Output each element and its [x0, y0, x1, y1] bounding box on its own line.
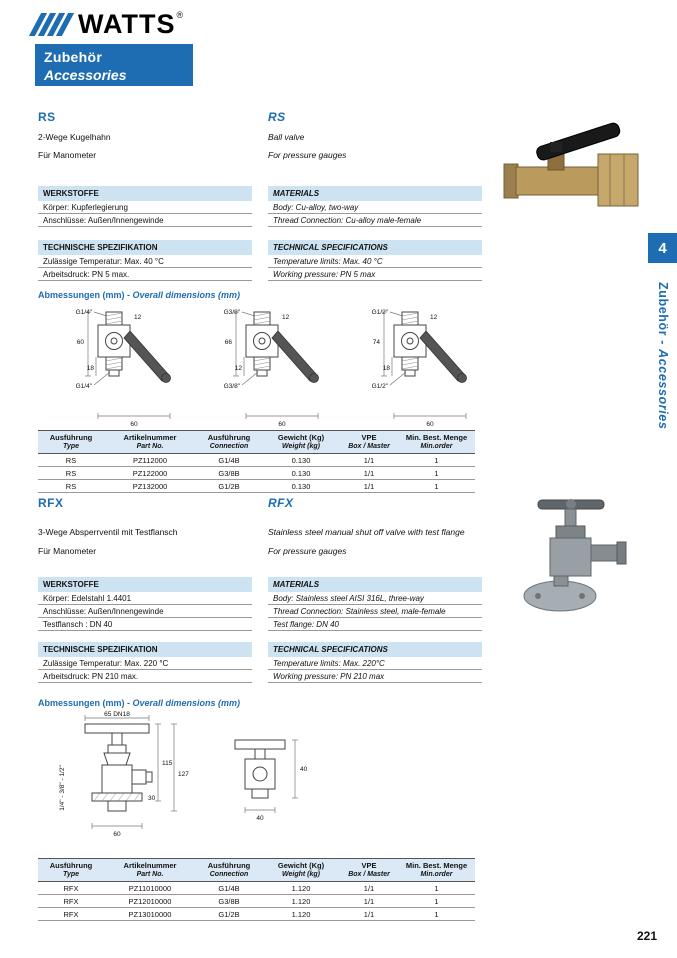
- spec-row: Thread Connection: Stainless steel, male-female: [268, 605, 482, 618]
- part-cell: G1/4B: [196, 454, 262, 467]
- rfx-desc-en-2: For pressure gauges: [268, 546, 347, 556]
- col-header: Ausführung Type: [38, 859, 104, 882]
- spec-row: Anschlüsse: Außen/Innengewinde: [38, 214, 252, 227]
- chapter-tab-number: 4: [648, 233, 677, 263]
- dims-label-de: Abmessungen (mm): [38, 290, 125, 300]
- dim-height: 66: [224, 339, 232, 346]
- part-cell: 1: [398, 480, 475, 493]
- dim-label-top: G3/8": [223, 309, 240, 316]
- part-cell: 0.130: [262, 467, 340, 480]
- table-row: [38, 882, 475, 895]
- part-cell: G3/8B: [196, 467, 262, 480]
- part-cell: PZ112000: [104, 454, 196, 467]
- rfx-dimensions-label: [38, 698, 240, 708]
- spec-row: Anschlüsse: Außen/Innengewinde: [38, 605, 252, 618]
- col-header: VPE Box / Master: [340, 431, 398, 454]
- part-cell: 1: [398, 882, 475, 895]
- rs-materials-header: MATERIALS: [268, 186, 482, 201]
- rs-werkstoffe-block: [38, 186, 252, 227]
- rfx-product-photo: [498, 492, 646, 630]
- dim-label-bottom: G3/8": [223, 383, 240, 390]
- dim-label-bottom: G1/4": [75, 383, 92, 390]
- dim-label-top: G1/4": [75, 309, 92, 316]
- rfx-title-en: RFX: [268, 496, 294, 510]
- part-cell: 1/1: [340, 467, 398, 480]
- spec-row: Arbeitsdruck: PN 5 max.: [38, 268, 252, 281]
- part-cell: RFX: [38, 895, 104, 908]
- part-cell: 1/1: [340, 895, 398, 908]
- spec-row: Temperature limits: Max. 40 °C: [268, 255, 482, 268]
- spec-row: Testflansch : DN 40: [38, 618, 252, 631]
- rs-tech-de-block: [38, 240, 252, 281]
- logo-stripes-icon: [35, 13, 71, 36]
- dims-label-sep: -: [124, 698, 133, 708]
- spec-row: Temperature limits: Max. 220°C: [268, 657, 482, 670]
- chapter-vertical-label: [656, 282, 670, 429]
- watts-logo: [35, 9, 183, 39]
- part-cell: RFX: [38, 882, 104, 895]
- spec-row: Arbeitsdruck: PN 210 max.: [38, 670, 252, 683]
- rfx-dimension-drawing: [50, 710, 350, 855]
- part-cell: 1/1: [340, 908, 398, 921]
- dim-side-height: 40: [300, 766, 308, 773]
- dims-label-de: Abmessungen (mm): [38, 698, 125, 708]
- part-cell: 1: [398, 454, 475, 467]
- part-cell: 1/1: [340, 480, 398, 493]
- rfx-werkstoffe-header: WERKSTOFFE: [38, 577, 252, 592]
- dim-lower: 18: [86, 365, 94, 372]
- spec-row: Körper: Kupferlegierung: [38, 201, 252, 214]
- page-banner: [35, 44, 193, 86]
- rfx-title-de: RFX: [38, 496, 64, 510]
- spec-row: Zulässige Temperatur: Max. 220 °C: [38, 657, 252, 670]
- dim-height: 60: [76, 339, 84, 346]
- spec-row: Body: Cu-alloy, two-way: [268, 201, 482, 214]
- part-cell: PZ122000: [104, 467, 196, 480]
- table-header-row: [38, 431, 475, 454]
- col-header: Min. Best. Menge Min.order: [398, 431, 475, 454]
- dim-small: 12: [282, 314, 290, 321]
- part-cell: PZ132000: [104, 480, 196, 493]
- spec-row: Thread Connection: Cu-alloy male-female: [268, 214, 482, 227]
- part-cell: 1: [398, 467, 475, 480]
- table-row: [38, 467, 475, 480]
- rs-tech-de-header: TECHNISCHE SPEZIFIKATION: [38, 240, 252, 255]
- rs-tech-en-block: [268, 240, 482, 281]
- col-header: Gewicht (Kg) Weight (kg): [262, 431, 340, 454]
- rs-title-de: RS: [38, 110, 56, 124]
- dim-thread-sizes: 1/4" - 3/8" - 1/2": [59, 765, 66, 811]
- part-cell: RS: [38, 480, 104, 493]
- rfx-tech-en-block: [268, 642, 482, 683]
- rs-materials-block: [268, 186, 482, 227]
- dim-label-top: G1/2": [371, 309, 388, 316]
- banner-title-en: Accessories: [44, 67, 127, 83]
- part-cell: RS: [38, 454, 104, 467]
- part-cell: 1: [398, 895, 475, 908]
- part-cell: PZ12010000: [104, 895, 196, 908]
- dim-height: 74: [372, 339, 380, 346]
- dims-label-en: Overall dimensions (mm): [132, 290, 241, 300]
- spec-row: Körper: Edelstahl 1.4401: [38, 592, 252, 605]
- part-cell: RFX: [38, 908, 104, 921]
- table-row: [38, 454, 475, 467]
- part-cell: 1/1: [340, 454, 398, 467]
- table-header-row: [38, 859, 475, 882]
- chapter-label-sep: -: [656, 336, 670, 350]
- dim-width: 60: [130, 421, 138, 428]
- rfx-desc-en-1: Stainless steel manual shut off valve with test flange: [268, 527, 465, 537]
- page-number: 221: [636, 929, 657, 943]
- dim-right-1: 115: [162, 760, 173, 767]
- part-cell: 1.120: [262, 882, 340, 895]
- part-cell: 0.130: [262, 454, 340, 467]
- dim-label-bottom: G1/2": [371, 383, 388, 390]
- part-cell: 1.120: [262, 895, 340, 908]
- rs-desc-en-1: Ball valve: [268, 132, 305, 142]
- part-cell: G1/2B: [196, 480, 262, 493]
- rfx-tech-en-header: TECHNICAL SPECIFICATIONS: [268, 642, 482, 657]
- rfx-tech-de-header: TECHNISCHE SPEZIFIKATION: [38, 642, 252, 657]
- rfx-desc-de-1: 3-Wege Absperrventil mit Testflansch: [38, 527, 178, 537]
- part-cell: 1/1: [340, 882, 398, 895]
- rfx-materials-block: [268, 577, 482, 631]
- banner-title-de: Zubehör: [44, 49, 103, 65]
- col-header: Min. Best. Menge Min.order: [398, 859, 475, 882]
- dim-width: 60: [426, 421, 434, 428]
- chapter-label-de: Zubehör: [656, 282, 670, 337]
- rs-desc-de-2: Für Manometer: [38, 150, 97, 160]
- part-cell: 1: [398, 908, 475, 921]
- rs-dimension-drawing-2: [196, 304, 336, 428]
- rs-parts-table: [38, 430, 475, 493]
- spec-row: Zulässige Temperatur: Max. 40 °C: [38, 255, 252, 268]
- dim-lower: 12: [234, 365, 242, 372]
- spec-row: Working pressure: PN 210 max: [268, 670, 482, 683]
- col-header: VPE Box / Master: [340, 859, 398, 882]
- dim-right-2: 127: [178, 771, 189, 778]
- rfx-materials-header: MATERIALS: [268, 577, 482, 592]
- rfx-werkstoffe-block: [38, 577, 252, 631]
- rs-dimension-drawing-1: [48, 304, 188, 428]
- rs-werkstoffe-header: WERKSTOFFE: [38, 186, 252, 201]
- rfx-desc-de-2: Für Manometer: [38, 546, 97, 556]
- rs-dimension-drawing-3: [344, 304, 484, 428]
- dims-label-sep: -: [124, 290, 133, 300]
- part-cell: PZ11010000: [104, 882, 196, 895]
- rs-desc-en-2: For pressure gauges: [268, 150, 347, 160]
- dim-lower: 18: [382, 365, 390, 372]
- table-row: [38, 908, 475, 921]
- table-row: [38, 895, 475, 908]
- dim-side-width: 40: [256, 815, 264, 822]
- col-header: Ausführung Connection: [196, 431, 262, 454]
- col-header: Ausführung Type: [38, 431, 104, 454]
- dim-small: 12: [430, 314, 438, 321]
- rs-desc-de-1: 2-Wege Kugelhahn: [38, 132, 111, 142]
- rs-tech-en-header: TECHNICAL SPECIFICATIONS: [268, 240, 482, 255]
- part-cell: PZ13010000: [104, 908, 196, 921]
- dim-small: 12: [134, 314, 142, 321]
- rs-title-en: RS: [268, 110, 286, 124]
- table-row: [38, 480, 475, 493]
- col-header: Artikelnummer Part No.: [104, 431, 196, 454]
- col-header: Ausführung Connection: [196, 859, 262, 882]
- brand-text: WATTS: [78, 8, 176, 39]
- spec-row: Test flange: DN 40: [268, 618, 482, 631]
- part-cell: 0.130: [262, 480, 340, 493]
- rfx-tech-de-block: [38, 642, 252, 683]
- dim-30: 30: [148, 795, 156, 802]
- chapter-label-en: Accessories: [656, 349, 670, 430]
- dims-label-en: Overall dimensions (mm): [132, 698, 241, 708]
- registered-mark: ®: [176, 10, 184, 20]
- rs-dimensions-label: [38, 290, 240, 300]
- part-cell: 1.120: [262, 908, 340, 921]
- spec-row: Body: Stainless steel AISI 316L, three-way: [268, 592, 482, 605]
- part-cell: RS: [38, 467, 104, 480]
- col-header: Gewicht (Kg) Weight (kg): [262, 859, 340, 882]
- part-cell: G1/4B: [196, 882, 262, 895]
- part-cell: G3/8B: [196, 895, 262, 908]
- dim-width: 60: [278, 421, 286, 428]
- rfx-parts-table: [38, 858, 475, 921]
- col-header: Artikelnummer Part No.: [104, 859, 196, 882]
- spec-row: Working pressure: PN 5 max: [268, 268, 482, 281]
- dim-width: 60: [113, 831, 121, 838]
- dim-top: 65 DN18: [104, 711, 130, 718]
- part-cell: G1/2B: [196, 908, 262, 921]
- rs-product-photo: [498, 104, 646, 222]
